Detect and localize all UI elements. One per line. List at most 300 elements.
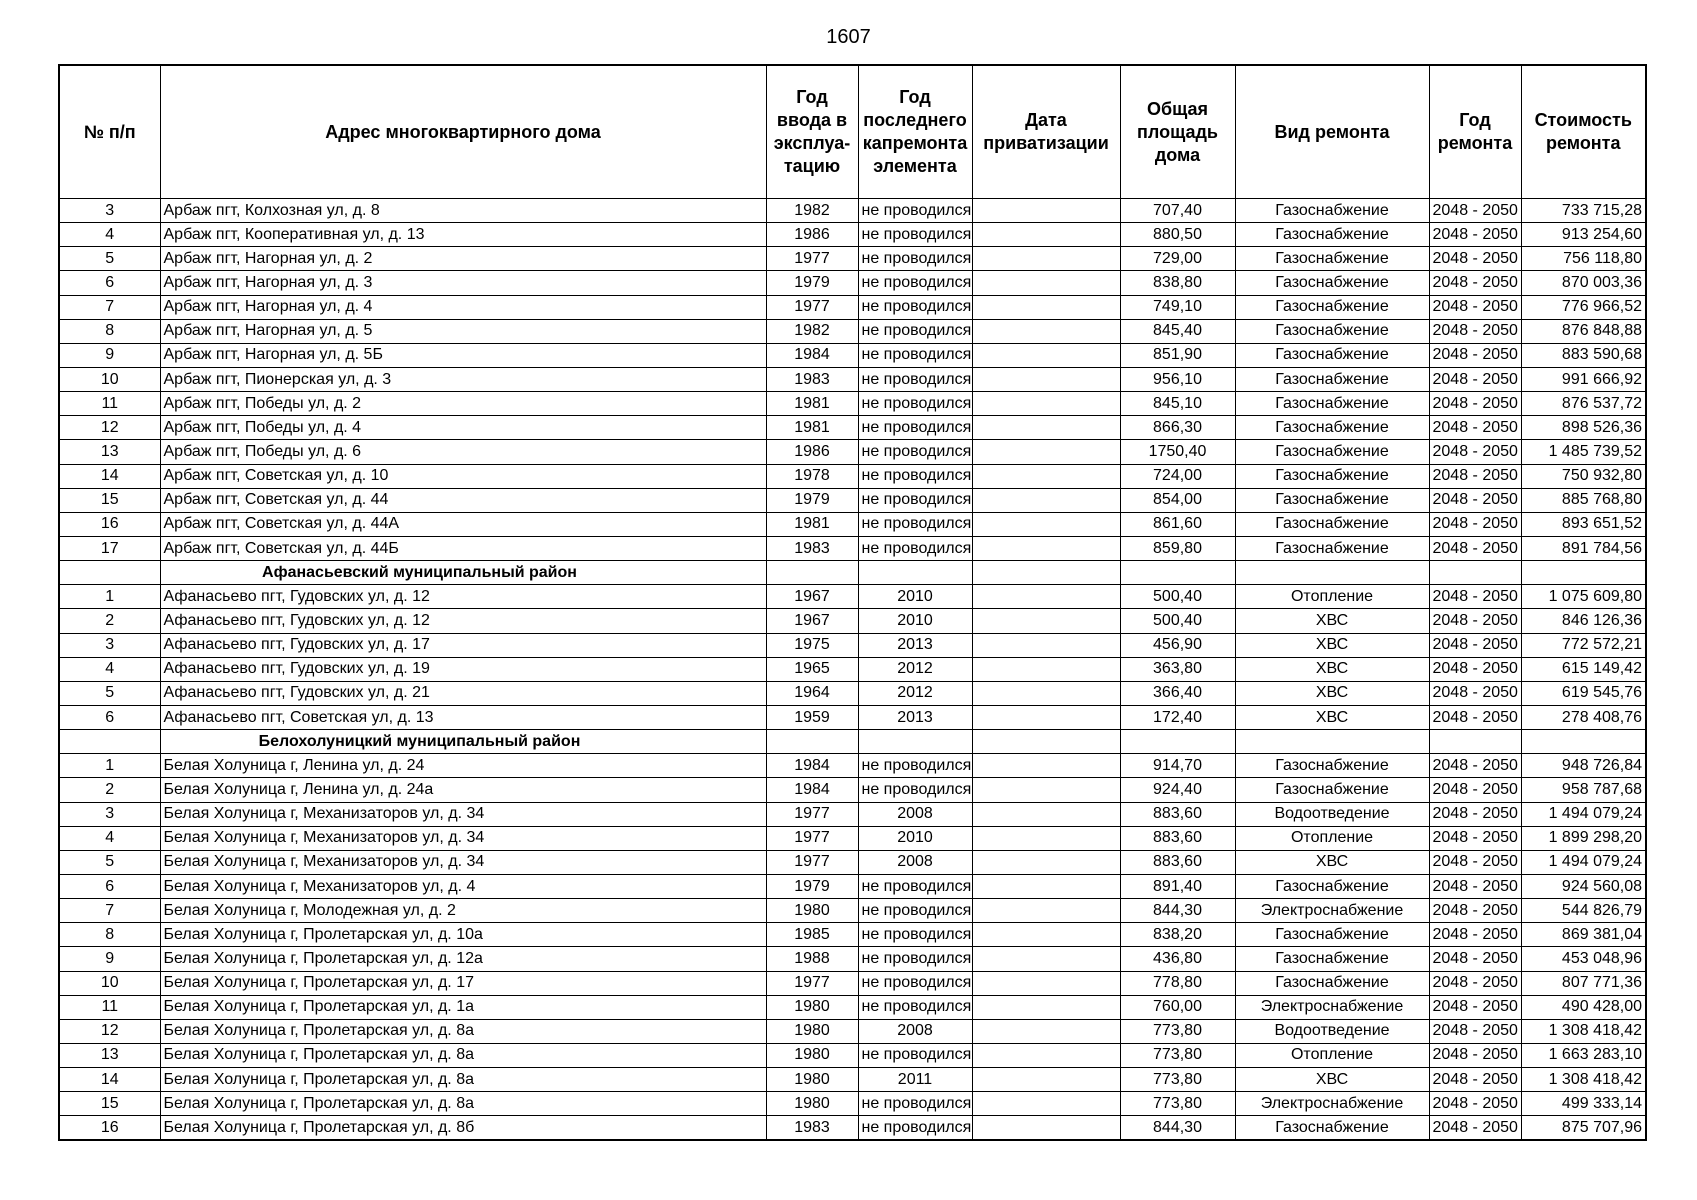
cell-privatization [972, 561, 1120, 585]
cell-address: Арбаж пгт, Советская ул, д. 44Б [160, 536, 766, 560]
cell-area: 749,10 [1120, 295, 1235, 319]
cell-area: 866,30 [1120, 416, 1235, 440]
cell-last-repair [858, 730, 972, 754]
cell-repair-year: 2048 - 2050 [1429, 1043, 1521, 1067]
table-row [59, 199, 1646, 223]
cell-num: 5 [59, 850, 160, 874]
cell-address: Афанасьево пгт, Гудовских ул, д. 12 [160, 609, 766, 633]
cell-cost: 1 494 079,24 [1521, 850, 1646, 874]
cell-last-repair: не проводился [858, 271, 972, 295]
cell-privatization [972, 464, 1120, 488]
cell-last-repair: не проводился [858, 488, 972, 512]
cell-last-repair: не проводился [858, 440, 972, 464]
cell-privatization [972, 319, 1120, 343]
cell-repair-type: Газоснабжение [1235, 778, 1429, 802]
cell-privatization [972, 850, 1120, 874]
cell-num: 5 [59, 681, 160, 705]
cell-address: Белая Холуница г, Пролетарская ул, д. 8а [160, 1092, 766, 1116]
table-row [59, 247, 1646, 271]
cell-cost: 278 408,76 [1521, 705, 1646, 729]
cell-year: 1979 [766, 874, 858, 898]
cell-last-repair: 2010 [858, 609, 972, 633]
cell-repair-type: Электроснабжение [1235, 899, 1429, 923]
cell-cost: 891 784,56 [1521, 536, 1646, 560]
cell-privatization [972, 1019, 1120, 1043]
cell-last-repair: не проводился [858, 899, 972, 923]
cell-address: Арбаж пгт, Пионерская ул, д. 3 [160, 367, 766, 391]
table-row [59, 464, 1646, 488]
cell-address: Белая Холуница г, Пролетарская ул, д. 8а [160, 1068, 766, 1092]
cell-cost: 1 494 079,24 [1521, 802, 1646, 826]
cell-address: Белая Холуница г, Пролетарская ул, д. 12а [160, 947, 766, 971]
cell-repair-year: 2048 - 2050 [1429, 1068, 1521, 1092]
cell-address: Арбаж пгт, Кооперативная ул, д. 13 [160, 223, 766, 247]
table-row [59, 1068, 1646, 1092]
cell-repair-year: 2048 - 2050 [1429, 247, 1521, 271]
table-row [59, 850, 1646, 874]
cell-last-repair: не проводился [858, 319, 972, 343]
cell-area: 956,10 [1120, 367, 1235, 391]
cell-address: Белая Холуница г, Пролетарская ул, д. 1а [160, 995, 766, 1019]
table-row [59, 971, 1646, 995]
table-row [59, 826, 1646, 850]
cell-area: 880,50 [1120, 223, 1235, 247]
cell-repair-type: ХВС [1235, 657, 1429, 681]
cell-last-repair: не проводился [858, 1043, 972, 1067]
cell-repair-type: Газоснабжение [1235, 464, 1429, 488]
cell-address: Белая Холуница г, Молодежная ул, д. 2 [160, 899, 766, 923]
cell-repair-type: ХВС [1235, 681, 1429, 705]
cell-cost: 898 526,36 [1521, 416, 1646, 440]
header-num: № п/п [59, 65, 160, 199]
cell-address: Белая Холуница г, Пролетарская ул, д. 8а [160, 1019, 766, 1043]
cell-privatization [972, 947, 1120, 971]
cell-repair-year: 2048 - 2050 [1429, 536, 1521, 560]
cell-address: Арбаж пгт, Победы ул, д. 2 [160, 392, 766, 416]
cell-area: 854,00 [1120, 488, 1235, 512]
header-privatization: Дата приватизации [972, 65, 1120, 199]
cell-cost: 490 428,00 [1521, 995, 1646, 1019]
cell-repair-year: 2048 - 2050 [1429, 995, 1521, 1019]
table-row [59, 1092, 1646, 1116]
cell-repair-type: Электроснабжение [1235, 995, 1429, 1019]
cell-num: 13 [59, 1043, 160, 1067]
cell-year [766, 730, 858, 754]
cell-cost: 756 118,80 [1521, 247, 1646, 271]
cell-num: 5 [59, 247, 160, 271]
cell-repair-year: 2048 - 2050 [1429, 802, 1521, 826]
cell-last-repair: не проводился [858, 367, 972, 391]
cell-year: 1964 [766, 681, 858, 705]
cell-privatization [972, 1043, 1120, 1067]
cell-repair-type: Отопление [1235, 826, 1429, 850]
cell-num: 6 [59, 874, 160, 898]
cell-repair-type: Газоснабжение [1235, 416, 1429, 440]
header-year-built: Год ввода в эксплуа-тацию [766, 65, 858, 199]
cell-repair-type: Газоснабжение [1235, 367, 1429, 391]
cell-repair-type: Газоснабжение [1235, 923, 1429, 947]
table-row [59, 512, 1646, 536]
cell-repair-year: 2048 - 2050 [1429, 440, 1521, 464]
cell-area: 845,10 [1120, 392, 1235, 416]
cell-area: 924,40 [1120, 778, 1235, 802]
table-row [59, 633, 1646, 657]
cell-privatization [972, 536, 1120, 560]
cell-privatization [972, 223, 1120, 247]
table-row [59, 874, 1646, 898]
cell-privatization [972, 874, 1120, 898]
cell-address: Белая Холуница г, Пролетарская ул, д. 8а [160, 1043, 766, 1067]
header-cost: Стоимость ремонта [1521, 65, 1646, 199]
cell-privatization [972, 295, 1120, 319]
cell-num: 11 [59, 392, 160, 416]
cell-area: 851,90 [1120, 343, 1235, 367]
cell-address: Белая Холуница г, Механизаторов ул, д. 34 [160, 826, 766, 850]
cell-repair-year: 2048 - 2050 [1429, 295, 1521, 319]
cell-privatization [972, 343, 1120, 367]
cell-last-repair: не проводился [858, 464, 972, 488]
cell-num: 10 [59, 971, 160, 995]
cell-cost: 750 932,80 [1521, 464, 1646, 488]
cell-area: 456,90 [1120, 633, 1235, 657]
cell-cost: 846 126,36 [1521, 609, 1646, 633]
repair-register-table [58, 64, 1647, 1141]
cell-repair-year: 2048 - 2050 [1429, 826, 1521, 850]
cell-repair-type: ХВС [1235, 850, 1429, 874]
cell-year: 1959 [766, 705, 858, 729]
cell-area: 172,40 [1120, 705, 1235, 729]
cell-repair-year: 2048 - 2050 [1429, 199, 1521, 223]
cell-repair-year: 2048 - 2050 [1429, 1092, 1521, 1116]
cell-repair-year: 2048 - 2050 [1429, 223, 1521, 247]
cell-area: 773,80 [1120, 1043, 1235, 1067]
cell-area: 760,00 [1120, 995, 1235, 1019]
cell-num: 13 [59, 440, 160, 464]
cell-cost: 893 651,52 [1521, 512, 1646, 536]
cell-year: 1982 [766, 199, 858, 223]
cell-area: 1750,40 [1120, 440, 1235, 464]
cell-cost: 733 715,28 [1521, 199, 1646, 223]
cell-cost: 1 899 298,20 [1521, 826, 1646, 850]
cell-repair-type: Водоотведение [1235, 1019, 1429, 1043]
cell-repair-year: 2048 - 2050 [1429, 923, 1521, 947]
cell-repair-type: Отопление [1235, 585, 1429, 609]
cell-repair-type: Газоснабжение [1235, 512, 1429, 536]
cell-area: 838,20 [1120, 923, 1235, 947]
cell-year: 1967 [766, 585, 858, 609]
cell-privatization [972, 995, 1120, 1019]
cell-year: 1986 [766, 440, 858, 464]
cell-repair-type: Газоснабжение [1235, 754, 1429, 778]
cell-cost: 991 666,92 [1521, 367, 1646, 391]
cell-cost: 948 726,84 [1521, 754, 1646, 778]
cell-cost: 776 966,52 [1521, 295, 1646, 319]
cell-cost: 1 663 283,10 [1521, 1043, 1646, 1067]
cell-year: 1981 [766, 416, 858, 440]
table-body [59, 199, 1646, 1141]
table-row [59, 778, 1646, 802]
cell-cost: 869 381,04 [1521, 923, 1646, 947]
cell-num: 3 [59, 802, 160, 826]
table-row [59, 392, 1646, 416]
cell-last-repair: не проводился [858, 874, 972, 898]
cell-num: 14 [59, 1068, 160, 1092]
cell-privatization [972, 1068, 1120, 1092]
cell-last-repair: 2011 [858, 1068, 972, 1092]
cell-year: 1980 [766, 1092, 858, 1116]
cell-year: 1984 [766, 343, 858, 367]
cell-area: 859,80 [1120, 536, 1235, 560]
cell-cost: 876 848,88 [1521, 319, 1646, 343]
cell-repair-year: 2048 - 2050 [1429, 874, 1521, 898]
cell-repair-type: ХВС [1235, 609, 1429, 633]
cell-cost: 499 333,14 [1521, 1092, 1646, 1116]
cell-last-repair: не проводился [858, 754, 972, 778]
cell-last-repair: не проводился [858, 392, 972, 416]
cell-year: 1988 [766, 947, 858, 971]
cell-address: Арбаж пгт, Советская ул, д. 10 [160, 464, 766, 488]
cell-repair-year: 2048 - 2050 [1429, 947, 1521, 971]
cell-area: 436,80 [1120, 947, 1235, 971]
cell-cost: 1 308 418,42 [1521, 1019, 1646, 1043]
cell-num: 11 [59, 995, 160, 1019]
cell-privatization [972, 199, 1120, 223]
cell-repair-type: Газоснабжение [1235, 295, 1429, 319]
table-row [59, 295, 1646, 319]
table-row [59, 585, 1646, 609]
cell-year [766, 561, 858, 585]
cell-repair-year: 2048 - 2050 [1429, 850, 1521, 874]
cell-area: 838,80 [1120, 271, 1235, 295]
table-header-row [59, 65, 1646, 199]
cell-last-repair: не проводился [858, 1092, 972, 1116]
header-address: Адрес многоквартирного дома [160, 65, 766, 199]
cell-privatization [972, 899, 1120, 923]
cell-year: 1980 [766, 899, 858, 923]
cell-repair-type: ХВС [1235, 1068, 1429, 1092]
cell-repair-year: 2048 - 2050 [1429, 971, 1521, 995]
cell-num: 6 [59, 705, 160, 729]
cell-num: 12 [59, 416, 160, 440]
cell-cost: 615 149,42 [1521, 657, 1646, 681]
cell-num: 15 [59, 1092, 160, 1116]
cell-num: 12 [59, 1019, 160, 1043]
cell-last-repair: не проводился [858, 778, 972, 802]
cell-last-repair: не проводился [858, 199, 972, 223]
header-area: Общая площадь дома [1120, 65, 1235, 199]
cell-year: 1985 [766, 923, 858, 947]
cell-privatization [972, 1092, 1120, 1116]
cell-repair-year: 2048 - 2050 [1429, 754, 1521, 778]
cell-last-repair: не проводился [858, 223, 972, 247]
cell-repair-year: 2048 - 2050 [1429, 512, 1521, 536]
cell-year: 1967 [766, 609, 858, 633]
cell-last-repair: 2012 [858, 657, 972, 681]
cell-cost [1521, 561, 1646, 585]
cell-address: Арбаж пгт, Советская ул, д. 44А [160, 512, 766, 536]
cell-repair-type: Газоснабжение [1235, 271, 1429, 295]
cell-cost: 1 075 609,80 [1521, 585, 1646, 609]
cell-privatization [972, 730, 1120, 754]
cell-repair-year: 2048 - 2050 [1429, 416, 1521, 440]
cell-num: 16 [59, 512, 160, 536]
cell-area: 891,40 [1120, 874, 1235, 898]
cell-repair-type: Электроснабжение [1235, 1092, 1429, 1116]
cell-address: Афанасьево пгт, Гудовских ул, д. 21 [160, 681, 766, 705]
cell-repair-year [1429, 561, 1521, 585]
cell-last-repair: 2012 [858, 681, 972, 705]
cell-last-repair: не проводился [858, 995, 972, 1019]
cell-num: 7 [59, 295, 160, 319]
cell-year: 1977 [766, 295, 858, 319]
cell-area: 773,80 [1120, 1092, 1235, 1116]
cell-repair-type: Газоснабжение [1235, 343, 1429, 367]
cell-year: 1986 [766, 223, 858, 247]
cell-area: 861,60 [1120, 512, 1235, 536]
cell-address: Афанасьево пгт, Гудовских ул, д. 12 [160, 585, 766, 609]
header-last-repair: Год последнего капремонта элемента [858, 65, 972, 199]
cell-repair-year: 2048 - 2050 [1429, 609, 1521, 633]
cell-last-repair: не проводился [858, 923, 972, 947]
cell-year: 1977 [766, 802, 858, 826]
cell-num: 16 [59, 1116, 160, 1141]
table-row [59, 1116, 1646, 1141]
cell-address: Афанасьево пгт, Гудовских ул, д. 19 [160, 657, 766, 681]
cell-privatization [972, 271, 1120, 295]
district-group-row [59, 561, 1646, 585]
cell-year: 1975 [766, 633, 858, 657]
cell-year: 1980 [766, 995, 858, 1019]
cell-area: 883,60 [1120, 826, 1235, 850]
cell-area: 883,60 [1120, 802, 1235, 826]
cell-cost: 913 254,60 [1521, 223, 1646, 247]
cell-area: 844,30 [1120, 1116, 1235, 1141]
cell-year: 1977 [766, 850, 858, 874]
table-row [59, 899, 1646, 923]
cell-privatization [972, 657, 1120, 681]
cell-area: 729,00 [1120, 247, 1235, 271]
cell-address: Белая Холуница г, Механизаторов ул, д. 4 [160, 874, 766, 898]
cell-privatization [972, 754, 1120, 778]
cell-cost: 924 560,08 [1521, 874, 1646, 898]
table-row [59, 947, 1646, 971]
table-row [59, 343, 1646, 367]
cell-year: 1965 [766, 657, 858, 681]
cell-address: Арбаж пгт, Нагорная ул, д. 2 [160, 247, 766, 271]
table-row [59, 536, 1646, 560]
cell-area: 773,80 [1120, 1068, 1235, 1092]
cell-area: 500,40 [1120, 609, 1235, 633]
cell-privatization [972, 247, 1120, 271]
cell-last-repair: 2010 [858, 826, 972, 850]
cell-address: Афанасьево пгт, Советская ул, д. 13 [160, 705, 766, 729]
table-row [59, 705, 1646, 729]
district-name: Белохолуницкий муниципальный район [160, 730, 766, 754]
cell-num: 15 [59, 488, 160, 512]
cell-last-repair: 2010 [858, 585, 972, 609]
table-row [59, 367, 1646, 391]
table-row [59, 440, 1646, 464]
cell-address: Арбаж пгт, Победы ул, д. 6 [160, 440, 766, 464]
cell-num: 9 [59, 343, 160, 367]
cell-address: Арбаж пгт, Советская ул, д. 44 [160, 488, 766, 512]
cell-repair-year: 2048 - 2050 [1429, 464, 1521, 488]
cell-privatization [972, 705, 1120, 729]
district-name: Афанасьевский муниципальный район [160, 561, 766, 585]
cell-address: Белая Холуница г, Ленина ул, д. 24а [160, 778, 766, 802]
cell-repair-type: Газоснабжение [1235, 947, 1429, 971]
cell-last-repair: не проводился [858, 247, 972, 271]
cell-cost: 958 787,68 [1521, 778, 1646, 802]
cell-repair-year [1429, 730, 1521, 754]
cell-repair-type [1235, 561, 1429, 585]
cell-address: Арбаж пгт, Нагорная ул, д. 3 [160, 271, 766, 295]
cell-num [59, 730, 160, 754]
table-row [59, 488, 1646, 512]
cell-repair-year: 2048 - 2050 [1429, 343, 1521, 367]
cell-repair-year: 2048 - 2050 [1429, 392, 1521, 416]
cell-year: 1979 [766, 271, 858, 295]
cell-privatization [972, 488, 1120, 512]
cell-num: 1 [59, 585, 160, 609]
cell-last-repair: 2008 [858, 1019, 972, 1043]
table-row [59, 923, 1646, 947]
cell-last-repair: не проводился [858, 295, 972, 319]
cell-repair-year: 2048 - 2050 [1429, 705, 1521, 729]
cell-repair-type: Газоснабжение [1235, 1116, 1429, 1141]
cell-repair-type: Газоснабжение [1235, 247, 1429, 271]
cell-repair-type: ХВС [1235, 705, 1429, 729]
cell-num: 4 [59, 223, 160, 247]
cell-address: Белая Холуница г, Пролетарская ул, д. 8б [160, 1116, 766, 1141]
cell-year: 1978 [766, 464, 858, 488]
cell-year: 1980 [766, 1043, 858, 1067]
cell-cost: 807 771,36 [1521, 971, 1646, 995]
table-row [59, 609, 1646, 633]
table-row [59, 319, 1646, 343]
cell-num: 8 [59, 923, 160, 947]
cell-repair-year: 2048 - 2050 [1429, 899, 1521, 923]
table-row [59, 657, 1646, 681]
cell-privatization [972, 923, 1120, 947]
cell-area: 366,40 [1120, 681, 1235, 705]
cell-area: 914,70 [1120, 754, 1235, 778]
table-row [59, 802, 1646, 826]
cell-repair-type: Газоснабжение [1235, 488, 1429, 512]
cell-num: 8 [59, 319, 160, 343]
cell-repair-type: Газоснабжение [1235, 874, 1429, 898]
header-repair-year: Год ремонта [1429, 65, 1521, 199]
cell-repair-year: 2048 - 2050 [1429, 633, 1521, 657]
cell-repair-year: 2048 - 2050 [1429, 488, 1521, 512]
cell-repair-type: Отопление [1235, 1043, 1429, 1067]
cell-num [59, 561, 160, 585]
cell-cost: 772 572,21 [1521, 633, 1646, 657]
table-row [59, 271, 1646, 295]
cell-last-repair: не проводился [858, 416, 972, 440]
cell-repair-year: 2048 - 2050 [1429, 319, 1521, 343]
cell-privatization [972, 971, 1120, 995]
cell-privatization [972, 367, 1120, 391]
cell-year: 1983 [766, 367, 858, 391]
cell-address: Арбаж пгт, Нагорная ул, д. 5 [160, 319, 766, 343]
cell-last-repair: не проводился [858, 947, 972, 971]
cell-repair-year: 2048 - 2050 [1429, 657, 1521, 681]
cell-year: 1981 [766, 392, 858, 416]
cell-cost: 1 485 739,52 [1521, 440, 1646, 464]
cell-area: 707,40 [1120, 199, 1235, 223]
cell-cost: 870 003,36 [1521, 271, 1646, 295]
